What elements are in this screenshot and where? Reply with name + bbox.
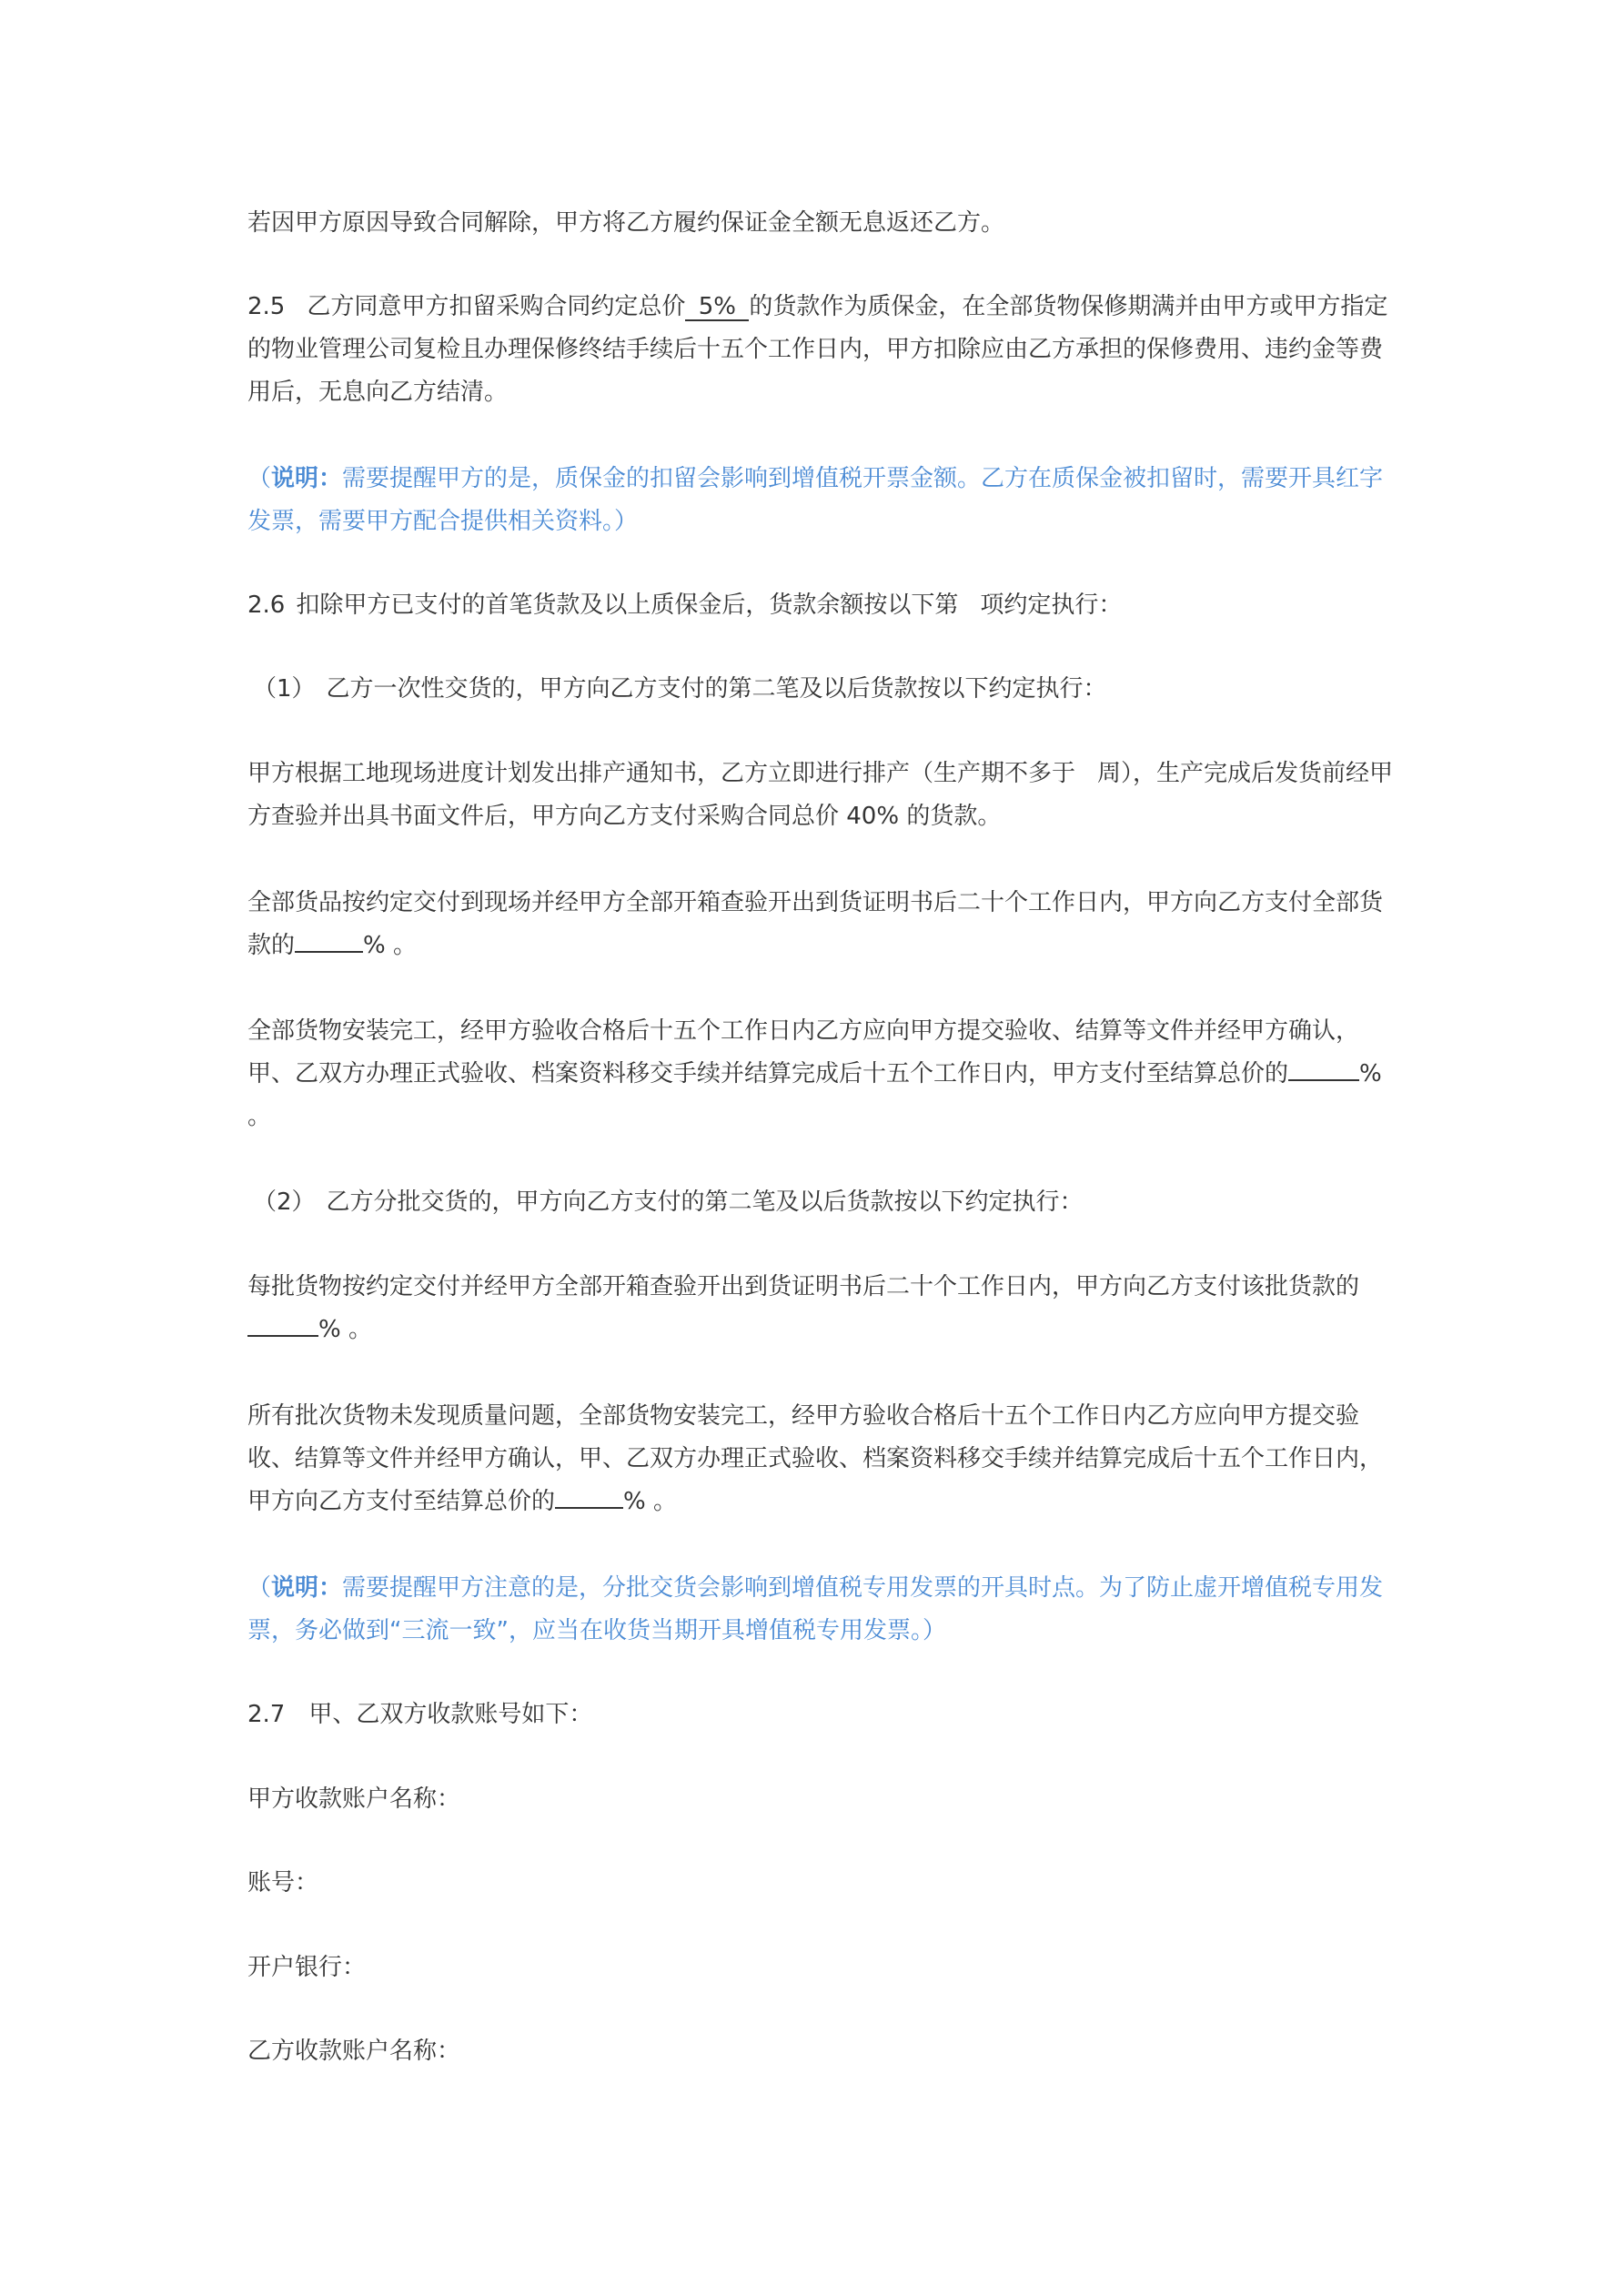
paragraph-full-delivery xyxy=(247,882,1394,967)
field-label: 开户银行： xyxy=(247,1954,367,1981)
field-label: 甲方收款账户名称： xyxy=(247,1785,461,1813)
clause-2-7 xyxy=(247,1694,1394,1736)
batch-text: 每批货物按约定交付并经甲方全部开箱查验开出到货证明书后二十个工作日内，甲方向乙方支付该批货款的 xyxy=(247,1273,1360,1300)
percent-suffix: % 。 xyxy=(363,932,417,959)
clause-text-after: 的货款作为质保金，在全部货物保修期满并由甲方或甲方指定的物业管理公司复检且办理保修终结手续后十五个工作日内，甲方扣除应由乙方承担的保修费用、违约金等费用后，无息向乙方结清。 xyxy=(247,293,1388,406)
clause-2-6 xyxy=(247,584,1394,627)
item-number: （2） xyxy=(253,1188,316,1216)
field-party-a-account-number xyxy=(247,1862,1394,1905)
item-text: 乙方一次性交货的，甲方向乙方支付的第二笔及以后货款按以下约定执行： xyxy=(326,675,1107,703)
full-delivery-text: 全部货品按约定交付到现场并经甲方全部开箱查验开出到货证明书后二十个工作日内，甲方向乙方支付全部货款的 xyxy=(247,889,1384,959)
field-label: 账号： xyxy=(247,1869,319,1896)
percent-suffix: % 。 xyxy=(318,1316,372,1343)
clause-text-before: 扣除甲方已支付的首笔货款及以上质保金后，货款余额按以下第 xyxy=(296,592,959,619)
item-batch-delivery xyxy=(247,1181,1394,1224)
paragraph-final-settlement xyxy=(247,1395,1394,1523)
item-text: 乙方分批交货的，甲方向乙方支付的第二笔及以后货款按以下约定执行： xyxy=(326,1188,1084,1216)
installation-percentage-blank xyxy=(1288,1079,1359,1081)
note-open-paren: （ xyxy=(247,465,272,492)
note-label: 说明： xyxy=(271,465,343,492)
note-retention xyxy=(247,458,1394,543)
percent-suffix: % 。 xyxy=(623,1488,677,1515)
field-party-a-bank xyxy=(247,1947,1394,1989)
full-delivery-percentage-blank xyxy=(295,951,363,953)
paragraph-installation xyxy=(247,1010,1394,1138)
clause-text-before: 乙方同意甲方扣留采购合同约定总价 xyxy=(307,293,686,320)
termination-text: 若因甲方原因导致合同解除，甲方将乙方履约保证金全额无息返还乙方。 xyxy=(247,209,1005,237)
note-batch-invoice xyxy=(247,1567,1394,1653)
note-open-paren: （ xyxy=(247,1574,272,1602)
paragraph-batch-payment xyxy=(247,1266,1394,1351)
note-label: 说明： xyxy=(271,1574,343,1602)
paragraph-contract-termination xyxy=(247,202,1394,245)
final-percentage-blank xyxy=(555,1507,623,1509)
batch-percentage-blank xyxy=(247,1335,318,1337)
item-number: （1） xyxy=(253,675,316,703)
note-text: 需要提醒甲方注意的是，分批交货会影响到增值税专用发票的开具时点。为了防止虚开增值税专用发票，务必做到“三流一致”，应当在收货当期开具增值税专用发票。） xyxy=(247,1574,1384,1644)
final-text: 所有批次货物未发现质量问题，全部货物安装完工，经甲方验收合格后十五个工作日内乙方应向甲方提交验收、结算等文件并经甲方确认，甲、乙双方办理正式验收、档案资料移交手续并结算完成后十五个工作日内，甲方向乙方支付至结算总价的 xyxy=(247,1402,1384,1515)
percent-suffix: % 。 xyxy=(247,1060,1382,1130)
installation-text: 全部货物安装完工，经甲方验收合格后十五个工作日内乙方应向甲方提交验收、结算等文件并经甲方确认，甲、乙双方办理正式验收、档案资料移交手续并结算完成后十五个工作日内，甲方支付至结算总价的 xyxy=(247,1017,1360,1087)
field-label: 乙方收款账户名称： xyxy=(247,2038,461,2065)
clause-text-after: 项约定执行： xyxy=(980,592,1123,619)
clause-number: 2.6 xyxy=(247,592,286,619)
clause-text: 2.7 甲、乙双方收款账号如下： xyxy=(247,1701,593,1728)
retention-percentage: 5% xyxy=(685,294,749,321)
clause-2-5 xyxy=(247,286,1394,414)
plan-text-before: 甲方根据工地现场进度计划发出排产通知书，乙方立即进行排产（生产期不多于 xyxy=(247,760,1076,787)
field-party-a-account-name xyxy=(247,1778,1394,1821)
clause-number: 2.5 xyxy=(247,293,286,320)
note-text: 需要提醒甲方的是，质保金的扣留会影响到增值税开票金额。乙方在质保金被扣留时，需要开具红字发票，需要甲方配合提供相关资料。） xyxy=(247,465,1384,535)
paragraph-production-plan xyxy=(247,753,1394,838)
field-party-b-account-name xyxy=(247,2030,1394,2073)
plan-text-after: 周），生产完成后发货前经甲方查验并出具书面文件后，甲方向乙方支付采购合同总价 40% 的货款。 xyxy=(247,760,1394,830)
item-one-time-delivery xyxy=(247,668,1394,711)
